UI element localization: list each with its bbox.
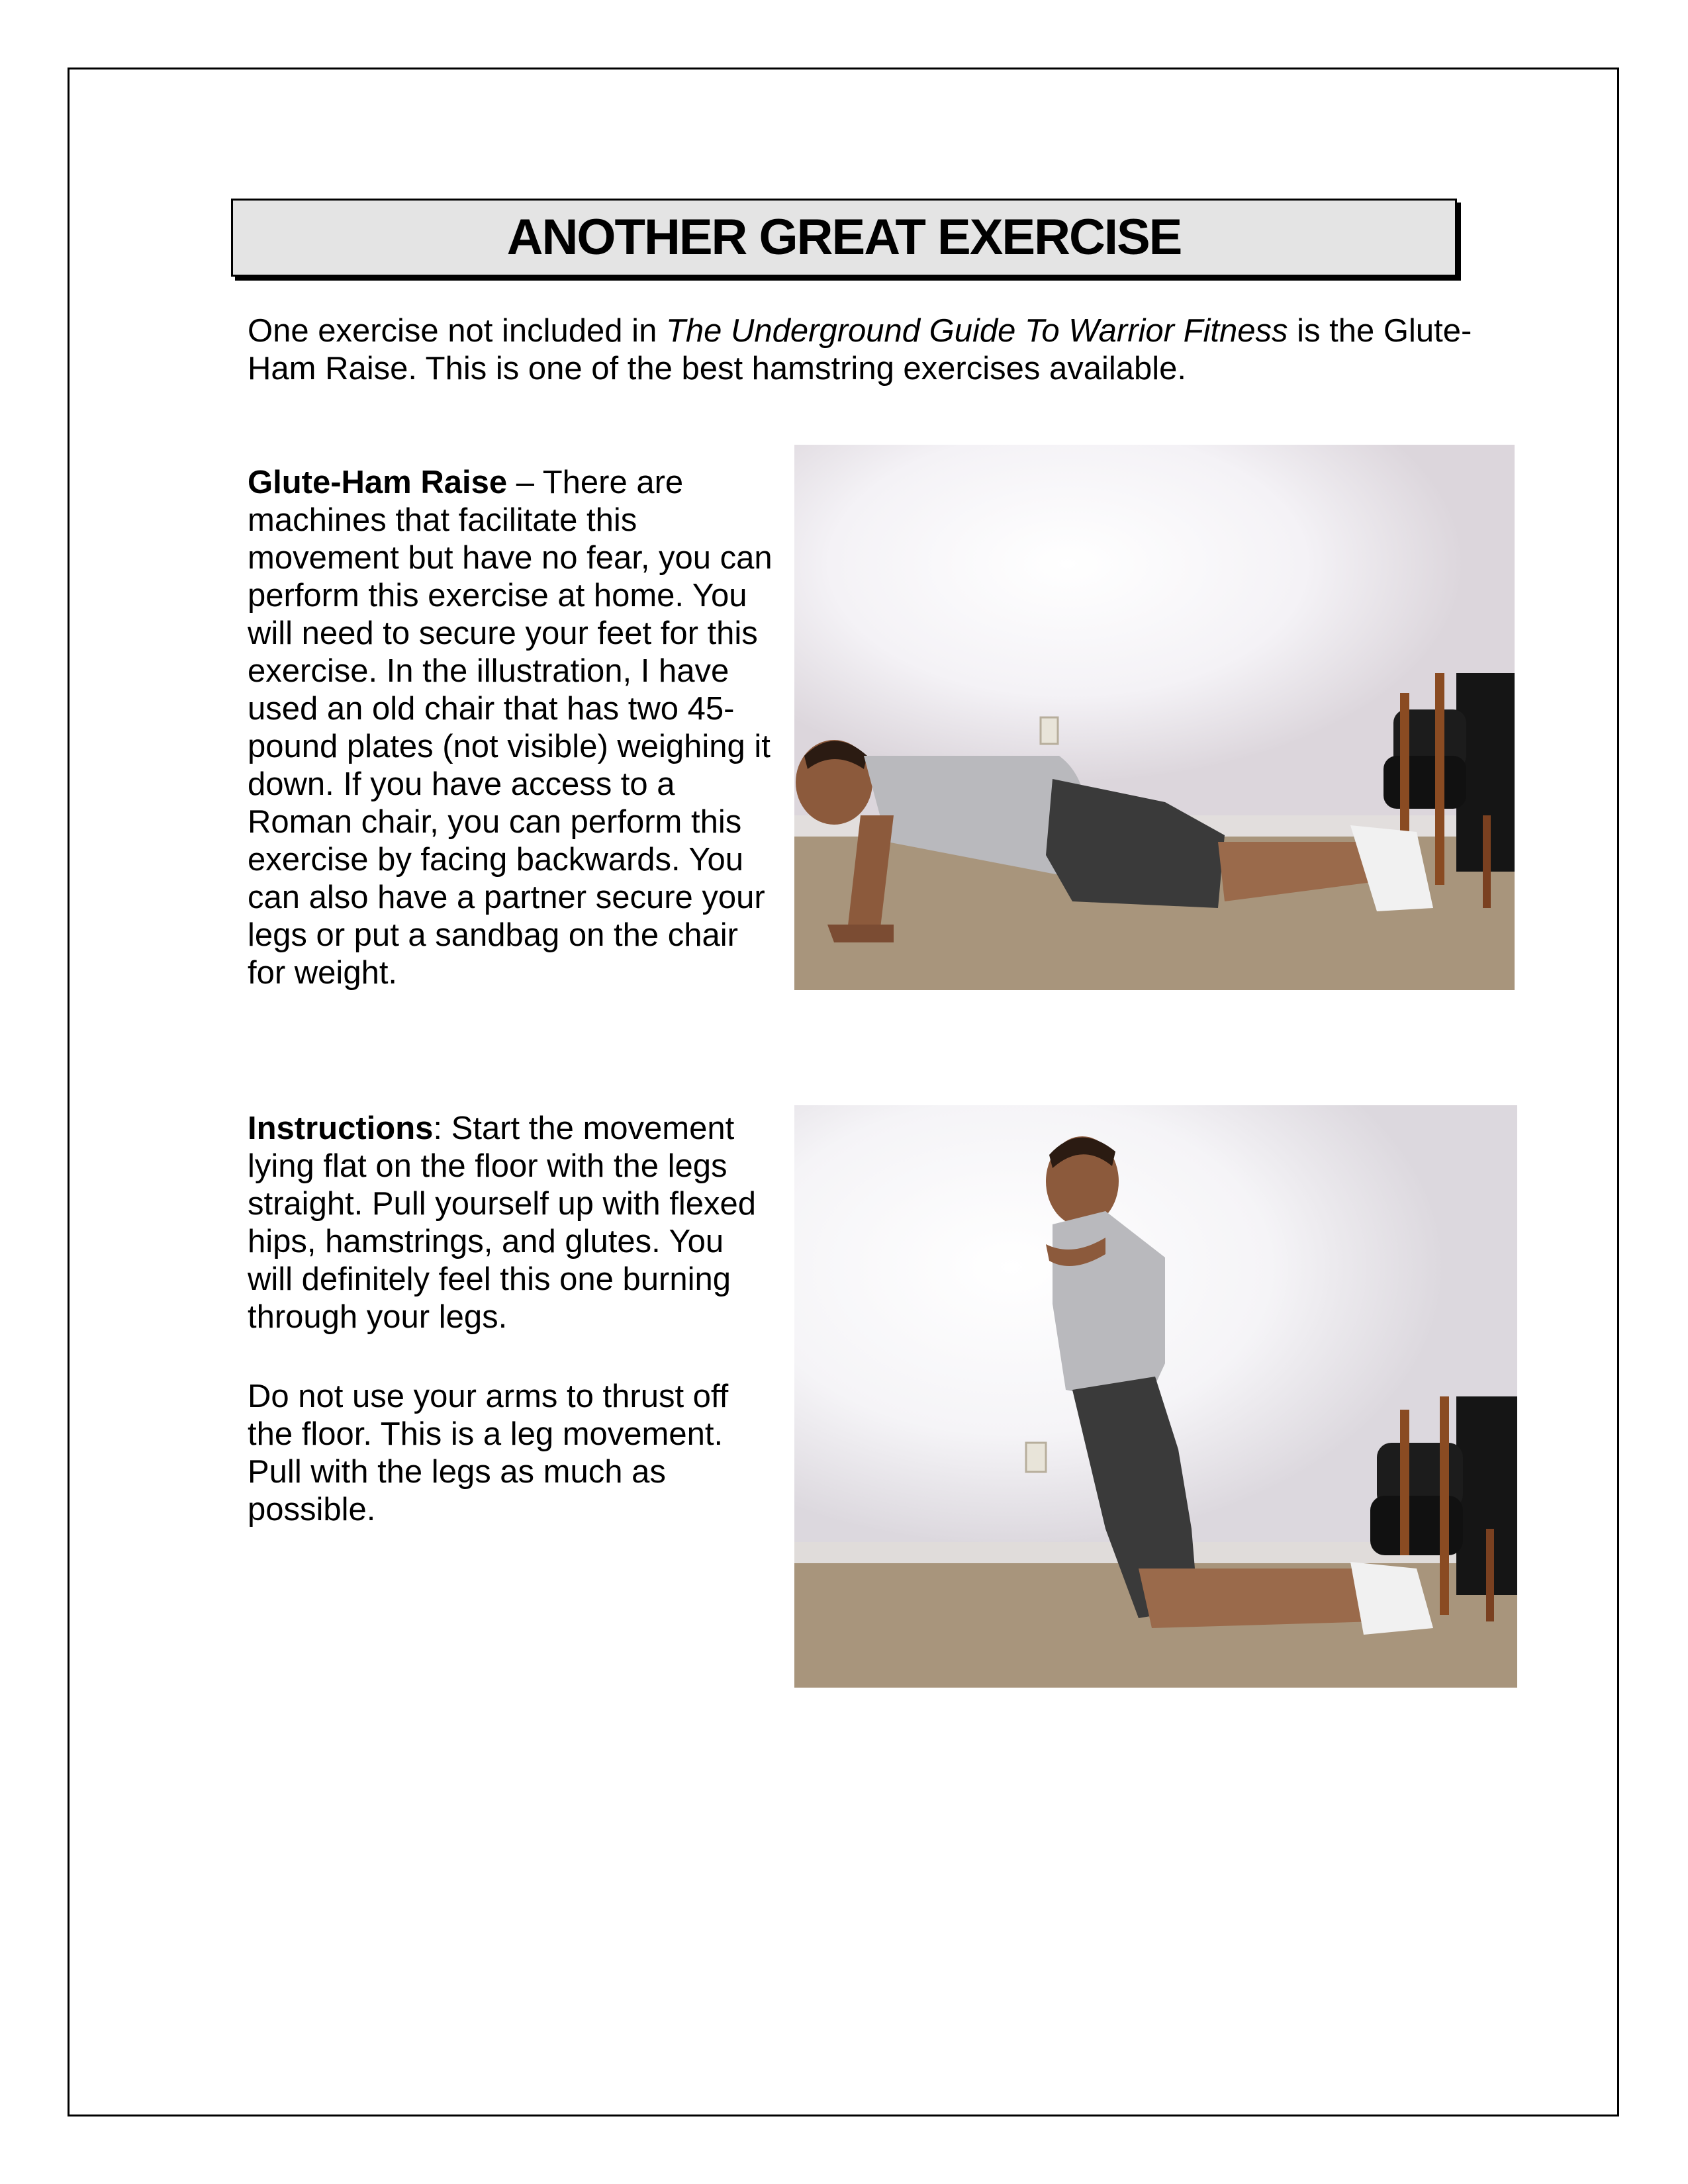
caution-text: Do not use your arms to thrust off the floor. This is a leg movement. Pull with the legs as much as possible. <box>248 1379 729 1527</box>
intro-text-before: One exercise not included in <box>248 313 666 349</box>
intro-text-after: is the Glute-Ham Raise. This is one of the best hamstring exercises available. <box>248 313 1472 387</box>
exercise-photo-start-position <box>794 445 1515 990</box>
title-banner <box>231 199 1457 277</box>
instructions-text: : Start the movement lying flat on the floor with the legs straight. Pull yourself up with flexed hips, hamstrings, and glutes. You will definitely feel this one burning through your legs. <box>248 1111 757 1335</box>
instructions-label: Instructions <box>248 1111 434 1146</box>
glute-ham-raise-label: Glute-Ham Raise <box>248 465 508 500</box>
exercise-photo-raised-position <box>794 1105 1517 1688</box>
glute-ham-raise-paragraph <box>248 464 777 992</box>
instructions-paragraph <box>248 1110 777 1336</box>
page-title: ANOTHER GREAT EXERCISE <box>506 209 1182 265</box>
glute-ham-raise-text: – There are machines that facilitate this movement but have no fear, you can perform this exercise at home. You will need to secure your feet for this exercise. In the illustration, I have used an old chair that has two 45-pound plates (not visible) weighing it down. If you have access to a Roman chair, you can perform this exercise by facing backwards. You can also have a partner secure your legs or put a sandbag on the chair for weight. <box>248 465 773 991</box>
book-title: The Underground Guide To Warrior Fitness <box>665 313 1288 349</box>
intro-paragraph <box>248 312 1492 388</box>
caution-paragraph <box>248 1378 777 1529</box>
